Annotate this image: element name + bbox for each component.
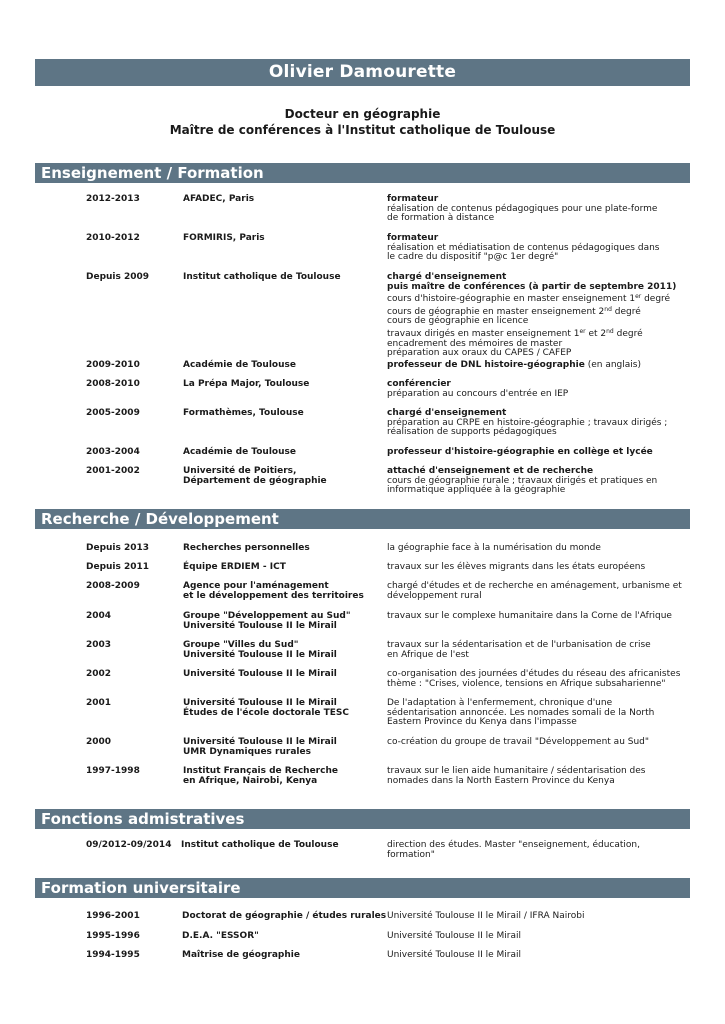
entry-title: professeur d'histoire-géographie en collège et lycée xyxy=(387,447,653,457)
entry-org: Université de Poitiers, Département de géographie xyxy=(183,466,327,486)
entry-date: 2008-2009 xyxy=(86,581,140,591)
entry-extra: (en anglais) xyxy=(584,360,641,370)
entry-title: chargé d'enseignement xyxy=(387,272,507,282)
entry-date: 1997-1998 xyxy=(86,766,140,776)
entry-line: cours de géographie en licence xyxy=(387,316,529,327)
entry-org: Recherches personnelles xyxy=(183,543,310,553)
entry-org: Université Toulouse II le Mirail UMR Dynamiques rurales xyxy=(183,737,337,757)
entry-desc: réalisation et médiatisation de contenus pédagogiques dans le cadre du dispositif "p@c 1er degré" xyxy=(387,242,660,263)
entry-date: 1996-2001 xyxy=(86,911,140,921)
entry-desc: travaux sur les élèves migrants dans les états européens xyxy=(387,562,646,572)
entry-desc: cours de géographie rurale ; travaux dirigés et pratiques en informatique appliquée à la géographie xyxy=(387,475,658,496)
entry-org: Maîtrise de géographie xyxy=(182,950,300,960)
entry-desc: travaux sur le complexe humanitaire dans la Corne de l'Afrique xyxy=(387,611,672,621)
entry-title: conférencier xyxy=(387,379,451,389)
entry-line: cours de géographie en master enseignement 2nd degré xyxy=(387,305,641,317)
entry-title: formateur xyxy=(387,233,439,243)
entry-desc: travaux sur la sédentarisation et de l'urbanisation de crise en Afrique de l'est xyxy=(387,640,651,660)
entry-desc: Université Toulouse II le Mirail xyxy=(387,931,521,941)
entry-org: Groupe "Développement au Sud" Université Toulouse II le Mirail xyxy=(183,611,351,631)
entry-date: 2008-2010 xyxy=(86,379,140,389)
entry-line: travaux dirigés en master enseignement 1er et 2nd degré xyxy=(387,327,643,339)
name-banner xyxy=(35,59,690,86)
entry-date: 2003-2004 xyxy=(86,447,140,457)
entry-line: préparation aux oraux du CAPES / CAFEP xyxy=(387,348,572,359)
entry-org: AFADEC, Paris xyxy=(183,194,255,204)
entry-date: 2009-2010 xyxy=(86,360,140,370)
entry-org: Académie de Toulouse xyxy=(183,447,296,457)
entry-date: 2004 xyxy=(86,611,112,621)
entry-desc: réalisation de contenus pédagogiques pour une plate-forme de formation à distance xyxy=(387,203,658,224)
entry-desc: travaux sur le lien aide humanitaire / sédentarisation des nomades dans la North Eastern Province du Kenya xyxy=(387,766,646,786)
section-title: Formation universitaire xyxy=(41,879,241,897)
entry-org: Université Toulouse II le Mirail Études de l'école doctorale TESC xyxy=(183,698,350,718)
entry-org: D.E.A. "ESSOR" xyxy=(182,931,259,941)
entry-desc: la géographie face à la numérisation du monde xyxy=(387,543,601,553)
entry-title: professeur de DNL histoire-géographie xyxy=(387,360,585,370)
entry-date: 2005-2009 xyxy=(86,408,140,418)
entry-desc: Université Toulouse II le Mirail xyxy=(387,950,521,960)
entry-org: Institut Français de Recherche en Afrique, Nairobi, Kenya xyxy=(183,766,338,786)
entry-date: 09/2012-09/2014 xyxy=(86,840,172,850)
entry-org: Groupe "Villes du Sud" Université Toulouse II le Mirail xyxy=(183,640,337,660)
entry-title: attaché d'enseignement et de recherche xyxy=(387,466,594,476)
entry-date: Depuis 2009 xyxy=(86,272,150,282)
entry-date: 1995-1996 xyxy=(86,931,140,941)
entry-org: La Prépa Major, Toulouse xyxy=(183,379,310,389)
entry-org: Institut catholique de Toulouse xyxy=(183,272,341,282)
section-admin xyxy=(35,809,690,829)
entry-date: Depuis 2013 xyxy=(86,543,150,553)
entry-date: 2012-2013 xyxy=(86,194,140,204)
entry-date: 2001 xyxy=(86,698,112,708)
entry-date: 2001-2002 xyxy=(86,466,140,476)
section-research xyxy=(35,509,690,529)
entry-date: 2003 xyxy=(86,640,112,650)
entry-desc: co-organisation des journées d'études du réseau des africanistes thème : "Crises, violence, tensions en Afrique subsaharienne" xyxy=(387,669,681,689)
subtitle-position: Maître de conférences à l'Institut catholique de Toulouse xyxy=(169,123,556,137)
section-title: Fonctions admistratives xyxy=(41,810,245,828)
person-name: Olivier Damourette xyxy=(268,62,457,82)
entry-desc: préparation au concours d'entrée en IEP xyxy=(387,388,569,399)
entry-org: Académie de Toulouse xyxy=(183,360,296,370)
entry-desc: co-création du groupe de travail "Développement au Sud" xyxy=(387,737,650,747)
section-title: Recherche / Développement xyxy=(41,510,279,528)
entry-org: FORMIRIS, Paris xyxy=(183,233,265,243)
entry-date: Depuis 2011 xyxy=(86,562,150,572)
entry-title: chargé d'enseignement xyxy=(387,408,507,418)
entry-line: cours d'histoire-géographie en master enseignement 1er degré xyxy=(387,293,671,305)
entry-desc: direction des études. Master "enseignement, éducation, formation" xyxy=(387,840,640,860)
subtitle-degree: Docteur en géographie xyxy=(284,107,441,121)
section-education xyxy=(35,878,690,898)
section-title: Enseignement / Formation xyxy=(41,164,264,182)
entry-date: 2010-2012 xyxy=(86,233,140,243)
entry-date: 2002 xyxy=(86,669,112,679)
entry-org: Équipe ERDIEM - ICT xyxy=(183,562,286,572)
entry-desc: chargé d'études et de recherche en aménagement, urbanisme et développement rural xyxy=(387,581,682,601)
entry-desc: De l'adaptation à l'enfermement, chronique d'une sédentarisation annoncée. Les nomades somali de la North Eastern Province du Kenya dans l'impasse xyxy=(387,698,655,728)
entry-desc: préparation au CRPE en histoire-géographie ; travaux dirigés ; réalisation de supports pédagogiques xyxy=(387,417,668,438)
entry-org: Formathèmes, Toulouse xyxy=(183,408,304,418)
entry-org: Institut catholique de Toulouse xyxy=(181,840,339,850)
entry-title-2: puis maître de conférences (à partir de septembre 2011) xyxy=(387,281,677,292)
entry-org: Agence pour l'aménagement et le développement des territoires xyxy=(183,581,364,601)
entry-line: encadrement des mémoires de master xyxy=(387,338,563,349)
entry-date: 2000 xyxy=(86,737,112,747)
entry-org: Doctorat de géographie / études rurales xyxy=(182,911,387,921)
entry-desc: Université Toulouse II le Mirail / IFRA Nairobi xyxy=(387,911,585,921)
entry-date: 1994-1995 xyxy=(86,950,140,960)
entry-title: formateur xyxy=(387,194,439,204)
section-teaching xyxy=(35,163,690,183)
entry-org: Université Toulouse II le Mirail xyxy=(183,669,337,679)
